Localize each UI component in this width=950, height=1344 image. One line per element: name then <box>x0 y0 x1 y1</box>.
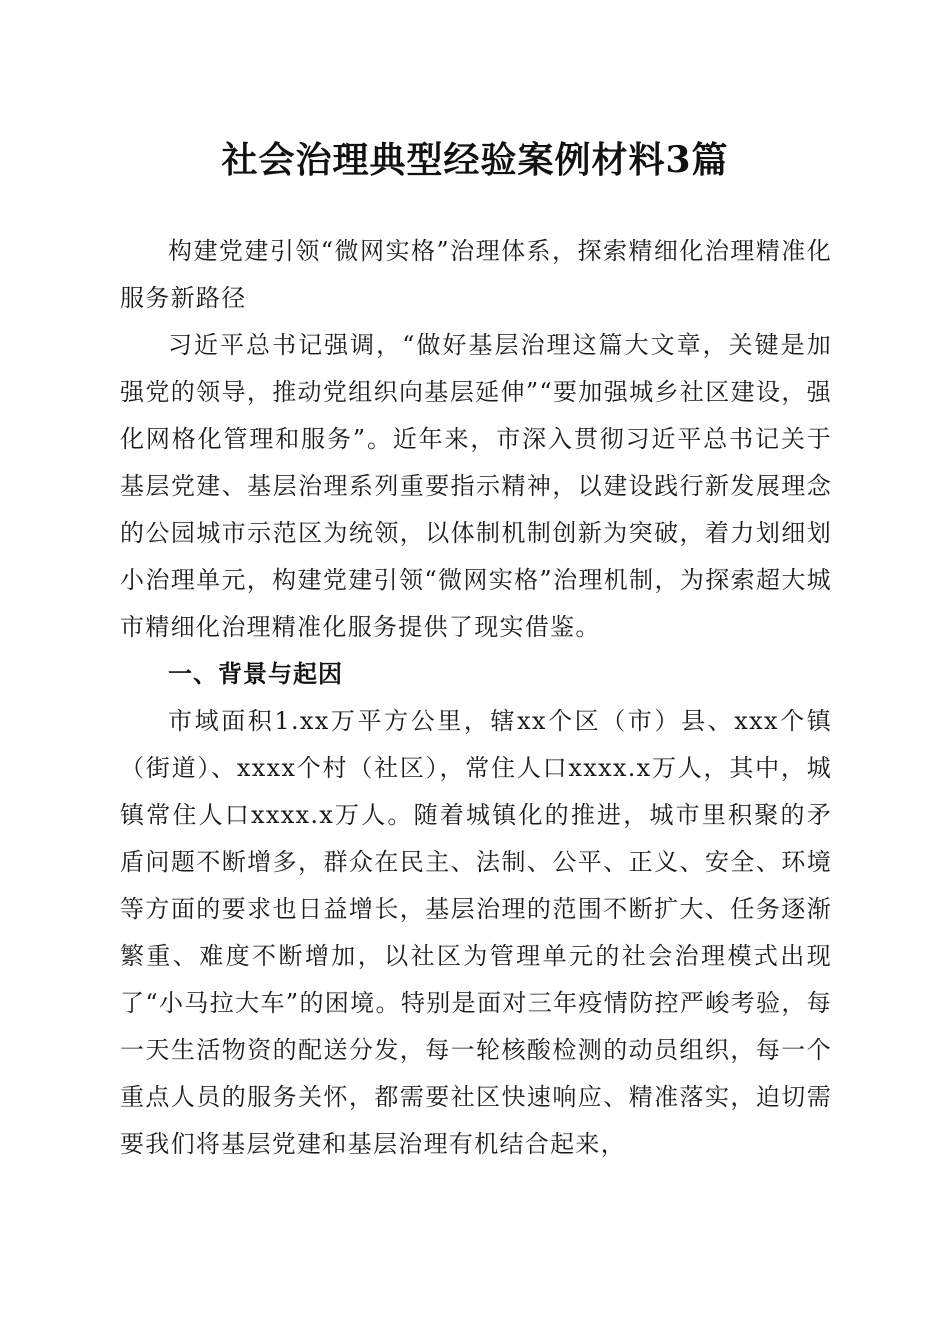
section-heading: 一、背景与起因 <box>168 660 343 688</box>
intro-paragraph: 习近平总书记强调，“做好基层治理这篇大文章，关键是加强党的领导，推动党组织向基层延伸”“要加强城乡社区建设，强化网格化管理和服务”。近年来，市深入贯彻习近平总书记关于基层党建、基层治理系列重要指示精神，以建设践行新发展理念的公园城市示范区为统领，以体制机制创新为突破，着力划细划小治理单元，构建党建引领“微网实格”治理机制，为探索超大城市精细化治理精准化服务提供了现实借鉴。 <box>120 331 832 641</box>
document-title: 社会治理典型经验案例材料3篇 <box>221 139 729 181</box>
document-body <box>120 228 832 1168</box>
section-paragraph: 市域面积1.xx万平方公里，辖xx个区（市）县、xxx个镇（街道）、xxxx个村（社区），常住人口xxxx.x万人，其中，城镇常住人口xxxx.x万人。随着城镇化的推进，城市里积聚的矛盾问题不断增多，群众在民主、法制、公平、正义、安全、环境等方面的要求也日益增长，基层治理的范围不断扩大、任务逐渐繁重、难度不断增加，以社区为管理单元的社会治理模式出现了“小马拉大车”的困境。特别是面对三年疫情防控严峻考验，每一天生活物资的配送分发，每一轮核酸检测的动员组织，每一个重点人员的服务关怀，都需要社区快速响应、精准落实，迫切需要我们将基层党建和基层治理有机结合起来， <box>120 707 832 1158</box>
subtitle-paragraph: 构建党建引领“微网实格”治理体系，探索精细化治理精准化服务新路径 <box>120 237 832 312</box>
